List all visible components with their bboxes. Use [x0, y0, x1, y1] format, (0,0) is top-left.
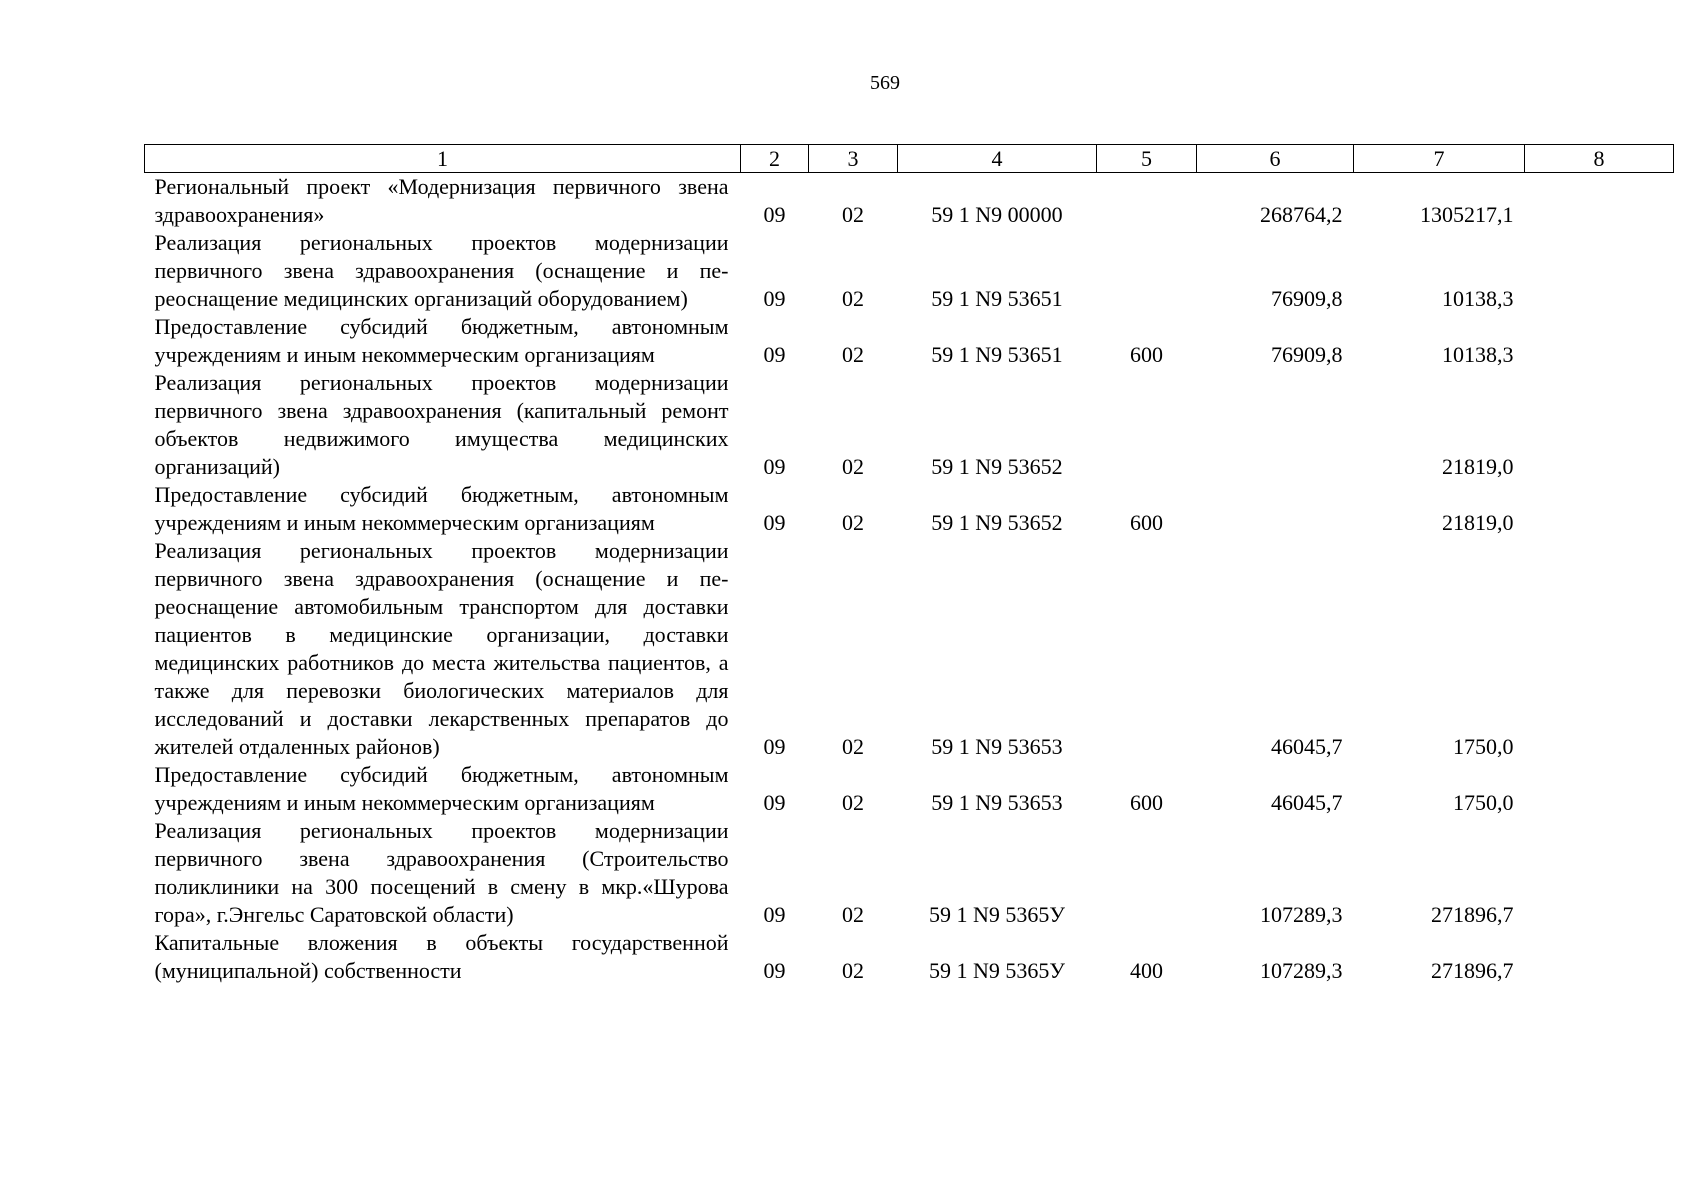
cell-subsection: 02: [842, 202, 864, 227]
cell-amount-8: [1525, 481, 1674, 537]
cell-expense-type: [1097, 537, 1197, 761]
row-description: Реализация региональных проектов модернизации первичного звена здравоохранения (оснащение и переоснащение медицинских организаций оборудованием): [154, 230, 729, 311]
cell-amount-7: 271896,7: [1431, 958, 1514, 983]
table-header: [145, 145, 1674, 173]
cell-target-article: 59 1 N9 53652: [931, 454, 1063, 479]
cell-section: 09: [763, 342, 786, 367]
cell-amount-8: [1525, 229, 1674, 313]
cell-amount-7: 21819,0: [1442, 510, 1514, 535]
table-row: [145, 229, 1674, 313]
cell-expense-type: 600: [1130, 790, 1163, 815]
cell-amount-6: [1197, 481, 1354, 537]
cell-subsection: 02: [842, 734, 864, 759]
column-header-1: 1: [145, 145, 741, 173]
cell-amount-6: 107289,3: [1260, 902, 1343, 927]
cell-target-article: 59 1 N9 53651: [931, 286, 1063, 311]
cell-amount-6: 76909,8: [1271, 342, 1343, 367]
row-description: Предоставление субсидий бюджетным, автономным учреждениям и иным некоммерческим организациям: [154, 314, 729, 367]
table-row: [145, 761, 1674, 817]
cell-amount-6: 76909,8: [1271, 286, 1343, 311]
cell-amount-7: 10138,3: [1442, 286, 1514, 311]
column-header-4: 4: [898, 145, 1097, 173]
cell-amount-8: [1525, 817, 1674, 929]
cell-subsection: 02: [842, 286, 864, 311]
column-header-2: 2: [741, 145, 809, 173]
cell-amount-7: 271896,7: [1431, 902, 1514, 927]
cell-subsection: 02: [842, 790, 864, 815]
row-description: Реализация региональных проектов модернизации первичного звена здравоохранения (Строительство поликлиники на 300 посещений в смену в мкр.«Шурова гора», г.Энгельс Саратовской области): [154, 818, 729, 927]
cell-target-article: 59 1 N9 53651: [931, 342, 1063, 367]
column-header-8: 8: [1525, 145, 1674, 173]
cell-target-article: 59 1 N9 5365У: [929, 958, 1065, 983]
cell-expense-type: 600: [1130, 510, 1163, 535]
cell-section: 09: [763, 958, 786, 983]
budget-table: [144, 144, 1674, 985]
cell-target-article: 59 1 N9 00000: [931, 202, 1063, 227]
cell-subsection: 02: [842, 510, 864, 535]
row-description: Реализация региональных проектов модернизации первичного звена здравоохранения (капитальный ремонт объектов недвижимого имущества медицинских организаций): [154, 370, 729, 479]
cell-subsection: 02: [842, 958, 864, 983]
header-row: [145, 145, 1674, 173]
cell-expense-type: 600: [1130, 342, 1163, 367]
row-description: Предоставление субсидий бюджетным, автономным учреждениям и иным некоммерческим организациям: [154, 762, 729, 815]
cell-target-article: 59 1 N9 5365У: [929, 902, 1065, 927]
cell-amount-8: [1525, 537, 1674, 761]
cell-amount-8: [1525, 369, 1674, 481]
row-description: Предоставление субсидий бюджетным, автономным учреждениям и иным некоммерческим организациям: [154, 482, 729, 535]
cell-section: 09: [763, 902, 786, 927]
cell-target-article: 59 1 N9 53652: [931, 510, 1063, 535]
column-header-6: 6: [1197, 145, 1354, 173]
table-row: [145, 817, 1674, 929]
cell-subsection: 02: [842, 902, 864, 927]
cell-section: 09: [763, 790, 786, 815]
column-header-5: 5: [1097, 145, 1197, 173]
table-row: [145, 369, 1674, 481]
table-row: [145, 537, 1674, 761]
column-header-3: 3: [809, 145, 898, 173]
cell-section: 09: [763, 510, 786, 535]
cell-amount-6: 46045,7: [1271, 734, 1343, 759]
cell-section: 09: [763, 286, 786, 311]
cell-subsection: 02: [842, 454, 864, 479]
cell-expense-type: [1097, 173, 1197, 230]
cell-section: 09: [763, 202, 786, 227]
cell-amount-6: [1197, 369, 1354, 481]
cell-target-article: 59 1 N9 53653: [931, 790, 1063, 815]
cell-amount-7: 10138,3: [1442, 342, 1514, 367]
table-row: [145, 173, 1674, 230]
cell-subsection: 02: [842, 342, 864, 367]
cell-amount-7: 1750,0: [1453, 790, 1514, 815]
cell-amount-6: 268764,2: [1260, 202, 1343, 227]
cell-section: 09: [763, 454, 786, 479]
cell-amount-8: [1525, 313, 1674, 369]
page-number: 569: [870, 72, 900, 94]
table-row: [145, 481, 1674, 537]
cell-amount-6: 46045,7: [1271, 790, 1343, 815]
cell-amount-6: 107289,3: [1260, 958, 1343, 983]
row-description: Реализация региональных проектов модернизации первичного звена здравоохранения (оснащение и переоснащение автомобильным транспортом для доставки пациентов в медицинские организации, доставки медицинских работников до места жительства пациентов, а также для перевозки биологических материалов для исследований и доставки лекарственных препаратов до жителей отдаленных районов): [154, 538, 729, 759]
table-body: [145, 173, 1674, 986]
cell-target-article: 59 1 N9 53653: [931, 734, 1063, 759]
cell-expense-type: 400: [1130, 958, 1163, 983]
cell-amount-7: 1750,0: [1453, 734, 1514, 759]
cell-amount-7: 1305217,1: [1420, 202, 1514, 227]
table-row: [145, 313, 1674, 369]
column-header-7: 7: [1354, 145, 1525, 173]
cell-expense-type: [1097, 369, 1197, 481]
cell-expense-type: [1097, 817, 1197, 929]
cell-amount-8: [1525, 761, 1674, 817]
cell-amount-7: 21819,0: [1442, 454, 1514, 479]
row-description: Региональный проект «Модернизация первичного звена здравоохранения»: [154, 174, 729, 227]
cell-section: 09: [763, 734, 786, 759]
row-description: Капитальные вложения в объекты государственной (муниципальной) собственности: [154, 930, 729, 983]
cell-amount-8: [1525, 173, 1674, 230]
table-row: [145, 929, 1674, 985]
cell-amount-8: [1525, 929, 1674, 985]
cell-expense-type: [1097, 229, 1197, 313]
